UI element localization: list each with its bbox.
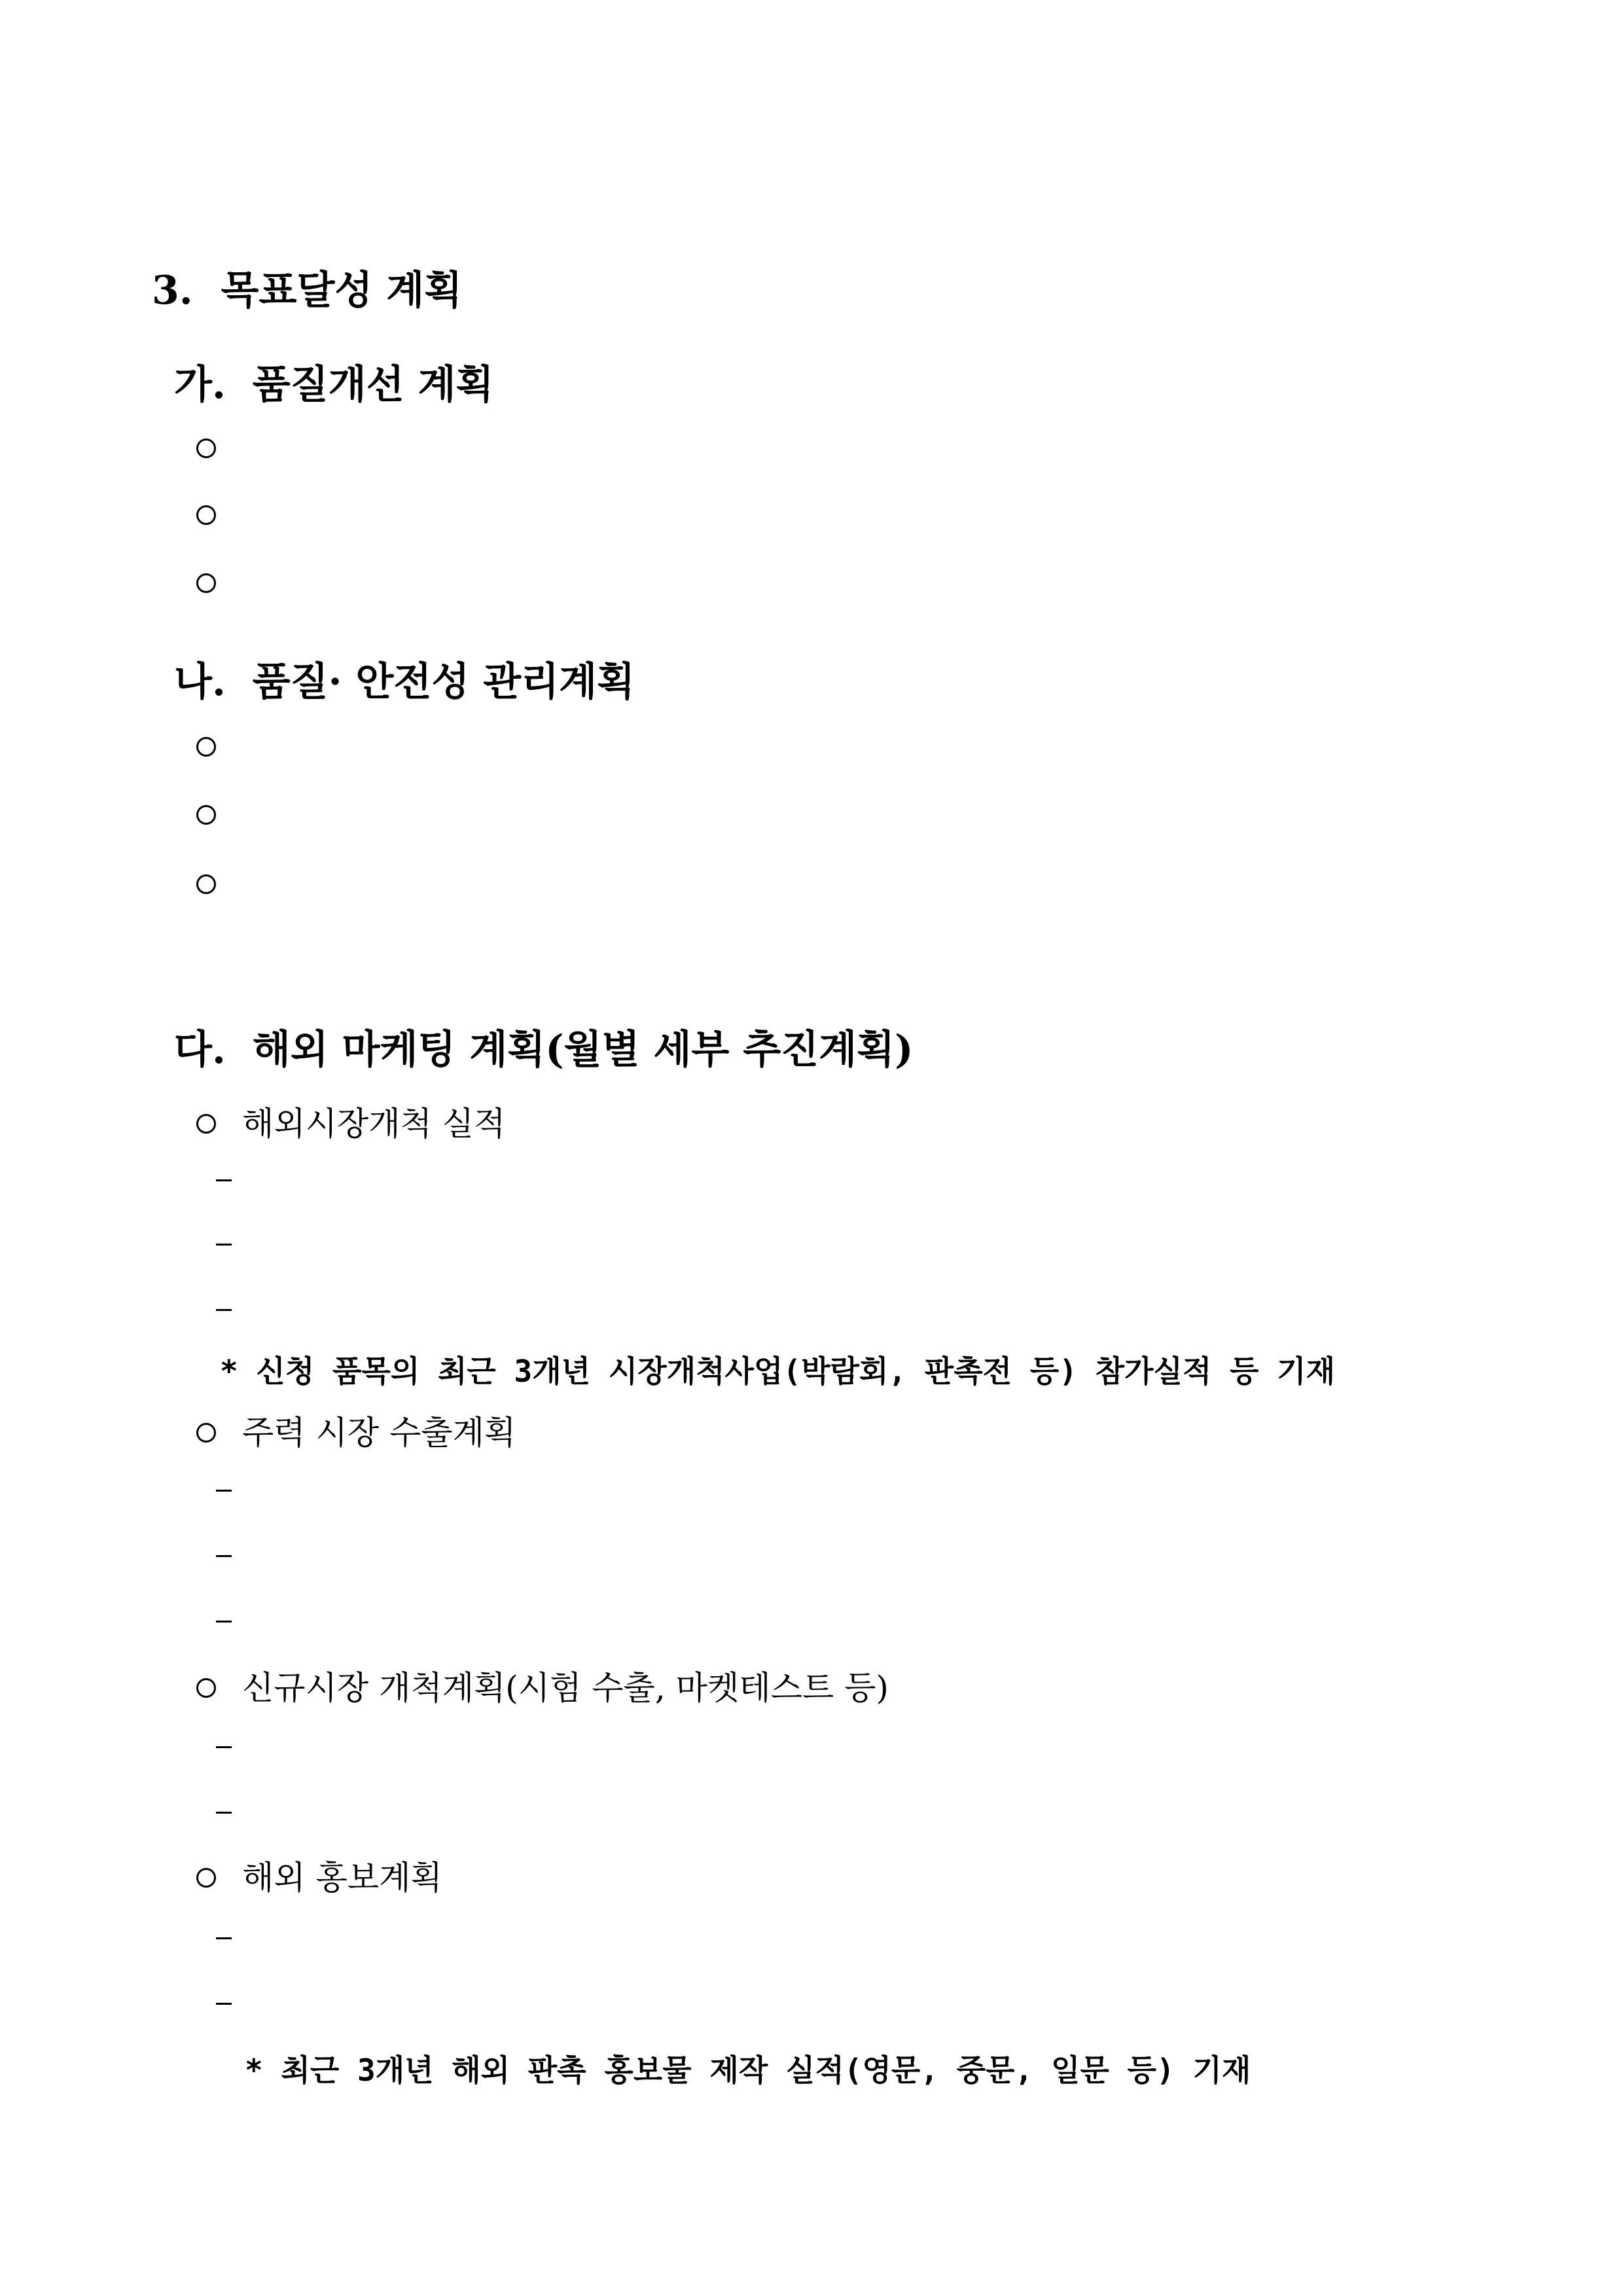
empty-bullet [196, 808, 242, 827]
circle-bullet-icon [196, 439, 216, 458]
circle-bullet-icon [196, 505, 216, 525]
circle-bullet-icon [196, 1114, 216, 1134]
circle-bullet-icon [196, 573, 216, 593]
circle-bullet-icon [196, 1868, 216, 1888]
marketing-item-main-market [196, 1414, 516, 1452]
dash-bullet-icon [216, 1746, 232, 1748]
empty-bullet [196, 508, 242, 528]
circle-bullet-icon [196, 805, 216, 825]
item-label: 해외 홍보계획 [242, 1859, 442, 1897]
circle-bullet-icon [196, 874, 216, 894]
subsection-title: 품질개선 계획 [252, 362, 494, 408]
empty-bullet [196, 441, 242, 461]
item-label: 해외시장개척 실적 [242, 1105, 506, 1143]
section-number: 3. [152, 268, 193, 314]
dash-bullet-icon [216, 1179, 232, 1181]
dash-bullet-icon [216, 1244, 232, 1246]
subsection-heading-da [174, 1027, 914, 1073]
dash-bullet-icon [216, 2003, 232, 2005]
subsection-title: 품질· 안전성 관리계획 [252, 659, 635, 705]
dash-bullet-icon [216, 1309, 232, 1311]
dash-bullet-icon [216, 1555, 232, 1557]
marketing-item-new-market [196, 1669, 889, 1707]
circle-bullet-icon [196, 737, 216, 757]
subsection-marker: 가. [174, 362, 226, 408]
circle-bullet-icon [196, 1423, 216, 1443]
empty-bullet [196, 576, 242, 596]
subsection-heading-na [174, 659, 635, 705]
subsection-title: 해외 마케팅 계획(월별 세부 추진계획) [252, 1027, 914, 1073]
section-title: 목표달성 계획 [221, 268, 463, 314]
dash-bullet-icon [216, 1490, 232, 1492]
dash-bullet-icon [216, 1937, 232, 1939]
item-label: 주력 시장 수출계획 [242, 1414, 516, 1452]
subsection-heading-ga [174, 362, 494, 408]
dash-bullet-icon [216, 1812, 232, 1814]
marketing-item-promotion [196, 1859, 442, 1897]
marketing-item-export-record [196, 1105, 506, 1143]
section-heading [152, 268, 463, 314]
empty-bullet [196, 740, 242, 759]
subsection-marker: 다. [174, 1027, 226, 1073]
empty-bullet [196, 877, 242, 897]
guidance-note: * 신청 품목의 최근 3개년 시장개척사업(박람회, 판촉전 등) 참가실적 등 기재 [220, 1354, 1336, 1389]
circle-bullet-icon [196, 1678, 216, 1698]
guidance-note: * 최근 3개년 해외 판촉 홍보물 제작 실적(영문, 중문, 일문 등) 기재 [245, 2053, 1251, 2088]
dash-bullet-icon [216, 1621, 232, 1623]
subsection-marker: 나. [174, 659, 226, 705]
item-label: 신규시장 개척계획(시험 수출, 마켓테스트 등) [242, 1669, 889, 1707]
